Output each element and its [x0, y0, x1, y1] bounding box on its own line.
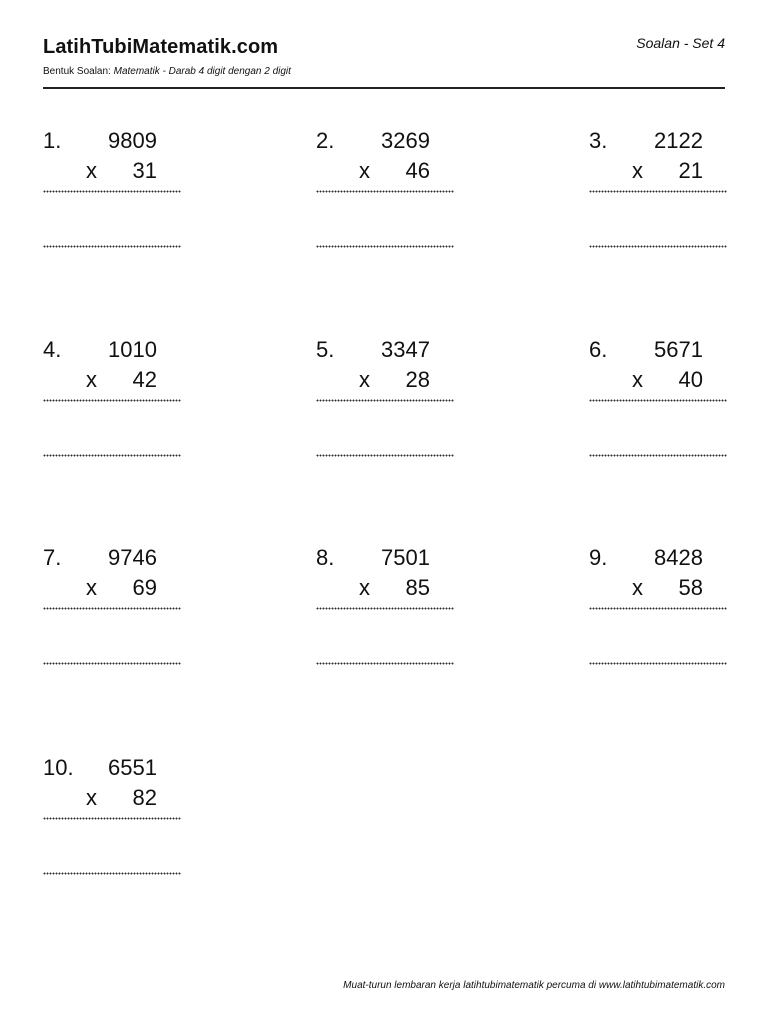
answer-line-partial[interactable] [316, 399, 454, 403]
multiplicand: 7501 [381, 545, 430, 570]
problem-number: 5. [316, 337, 335, 362]
multiply-operator: x [632, 367, 643, 392]
problem-3 [589, 128, 729, 288]
problem-number: 6. [589, 337, 608, 362]
multiplier: 31 [132, 158, 157, 183]
problem-5 [316, 337, 456, 497]
answer-line-partial[interactable] [316, 607, 454, 611]
multiplier: 21 [678, 158, 703, 183]
multiply-operator: x [359, 575, 370, 600]
problem-number: 10. [43, 755, 74, 780]
multiplicand: 3269 [381, 128, 430, 153]
answer-line-partial[interactable] [589, 190, 727, 194]
multiply-operator: x [632, 158, 643, 183]
problem-number: 4. [43, 337, 62, 362]
answer-line-final[interactable] [43, 454, 181, 458]
multiply-operator: x [359, 158, 370, 183]
problem-9 [589, 545, 729, 705]
answer-line-final[interactable] [43, 872, 181, 876]
multiply-operator: x [86, 367, 97, 392]
subtitle-prefix: Bentuk Soalan: [43, 66, 111, 77]
problem-1 [43, 128, 183, 288]
problem-number: 3. [589, 128, 608, 153]
multiplicand: 3347 [381, 337, 430, 362]
problem-number: 7. [43, 545, 62, 570]
problem-8 [316, 545, 456, 705]
multiply-operator: x [86, 575, 97, 600]
multiplier: 46 [405, 158, 430, 183]
site-title: LatihTubiMatematik.com [43, 36, 279, 58]
multiplicand: 6551 [108, 755, 157, 780]
answer-line-final[interactable] [589, 454, 727, 458]
problem-number: 1. [43, 128, 62, 153]
answer-line-partial[interactable] [589, 399, 727, 403]
answer-line-final[interactable] [43, 245, 181, 249]
problem-7 [43, 545, 183, 705]
answer-line-partial[interactable] [43, 399, 181, 403]
multiplicand: 1010 [108, 337, 157, 362]
answer-line-partial[interactable] [589, 607, 727, 611]
problem-4 [43, 337, 183, 497]
answer-line-final[interactable] [589, 245, 727, 249]
answer-line-partial[interactable] [43, 607, 181, 611]
multiply-operator: x [86, 785, 97, 810]
set-label: Soalan - Set 4 [636, 35, 725, 51]
answer-line-final[interactable] [316, 454, 454, 458]
problem-number: 8. [316, 545, 335, 570]
problem-2 [316, 128, 456, 288]
subtitle-type: Matematik - Darab 4 digit dengan 2 digit [113, 66, 291, 77]
footer-download-note: Muat-turun lembaran kerja latihtubimatematik percuma di www.latihtubimatematik.com [343, 980, 725, 991]
problem-number: 9. [589, 545, 608, 570]
answer-line-partial[interactable] [316, 190, 454, 194]
multiplier: 85 [405, 575, 430, 600]
answer-line-final[interactable] [316, 245, 454, 249]
header-divider [43, 87, 725, 89]
multiplier: 58 [678, 575, 703, 600]
multiplier: 82 [132, 785, 157, 810]
answer-line-partial[interactable] [43, 190, 181, 194]
multiply-operator: x [359, 367, 370, 392]
multiplicand: 5671 [654, 337, 703, 362]
multiply-operator: x [632, 575, 643, 600]
answer-line-final[interactable] [316, 662, 454, 666]
multiplier: 28 [405, 367, 430, 392]
multiplier: 69 [132, 575, 157, 600]
multiply-operator: x [86, 158, 97, 183]
question-type-subtitle [43, 66, 291, 77]
problem-number: 2. [316, 128, 335, 153]
multiplicand: 9809 [108, 128, 157, 153]
multiplicand: 9746 [108, 545, 157, 570]
multiplier: 42 [132, 367, 157, 392]
answer-line-final[interactable] [589, 662, 727, 666]
answer-line-final[interactable] [43, 662, 181, 666]
problem-6 [589, 337, 729, 497]
answer-line-partial[interactable] [43, 817, 181, 821]
multiplicand: 2122 [654, 128, 703, 153]
problem-10 [43, 755, 183, 915]
multiplier: 40 [678, 367, 703, 392]
multiplicand: 8428 [654, 545, 703, 570]
